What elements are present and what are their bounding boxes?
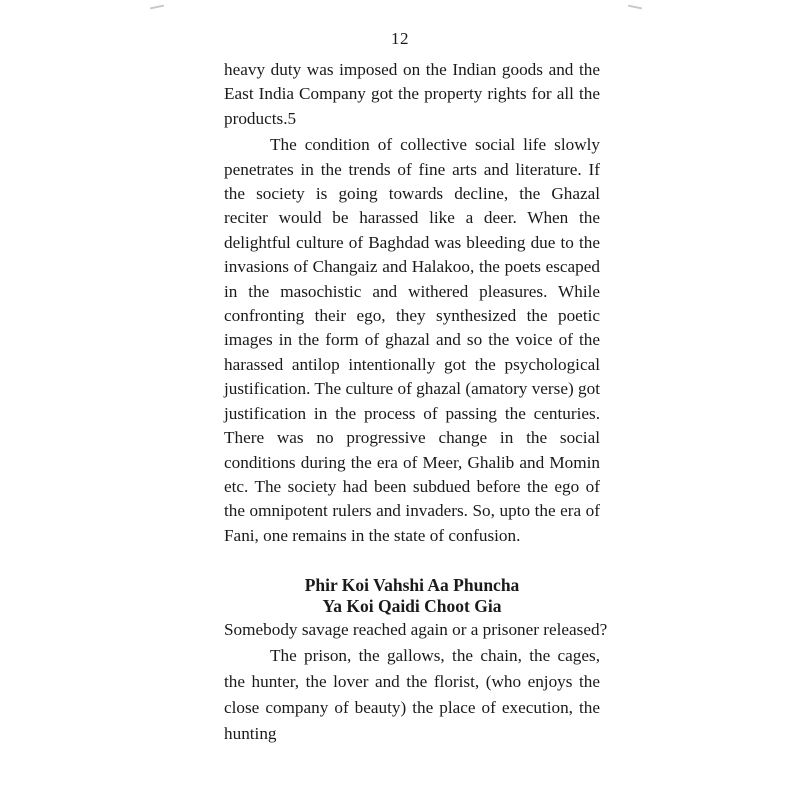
scan-mark-right: [628, 5, 642, 10]
page-number: 12: [391, 29, 409, 48]
text-column: [224, 58, 608, 747]
body-paragraph: The condition of collective social life slowly penetrates in the trends of fine arts and literature. If the society is going towards decline, the Ghazal reciter would be harassed like a deer. When the delightful culture of Baghdad was bleeding due to the invasions of Changaiz and Halakoo, the poets escaped in the masochistic and withered pleasures. While confronting their ego, they synthesized the poetic images in the form of ghazal and so the voice of the harassed antilop intentionally got the psychological justification. The culture of ghazal (amatory verse) got justification in the process of passing the centuries. There was no progressive change in the social conditions during the era of Meer, Ghalib and Momin etc. The society had been subdued before the ego of the omnipotent rulers and invaders. So, upto the era of Fani, one remains in the state of confusion.: [224, 135, 600, 545]
body-paragraph-section: The prison, the gallows, the chain, the cages, the hunter, the lover and the florist, (who enjoys the close company of beauty) the place of execution, the hunting: [224, 646, 600, 744]
verse-translation: Somebody savage reached again or a prisoner released?: [224, 620, 608, 640]
section-heading: [224, 575, 600, 617]
scan-mark-left: [150, 5, 164, 10]
section-heading-line-2: Ya Koi Qaidi Choot Gia: [322, 596, 502, 617]
section-heading-line-1: Phir Koi Vahshi Aa Phuncha: [304, 575, 520, 596]
body-paragraph-continued: heavy duty was imposed on the Indian goods and the East India Company got the property rights for all the products.5: [224, 60, 600, 128]
